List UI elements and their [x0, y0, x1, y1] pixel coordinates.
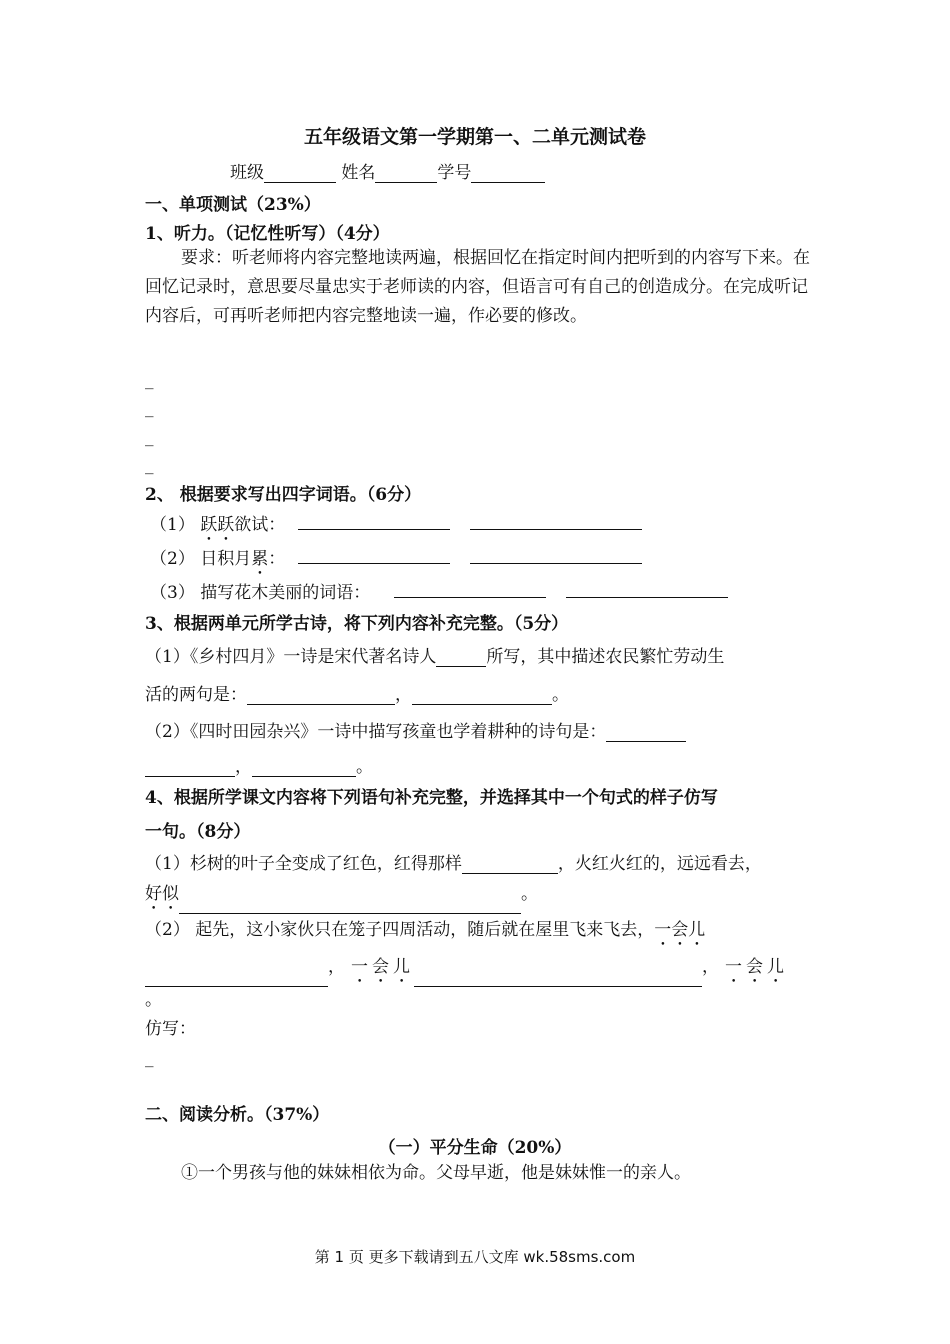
q4-2-text-a: （2） 起先，这小家伙只在笼子四周活动，随后就在屋里飞来飞去， — [145, 920, 655, 940]
q2-item-3-blank-2 — [566, 579, 728, 598]
q2-item-3-blank-1 — [394, 579, 546, 598]
section-2-heading: 二、阅读分析。（37%） — [145, 1105, 330, 1125]
q2-item-3-text: 描写花木美丽的词语： — [200, 583, 371, 603]
q4-1-text-b: ，火红火红的，远远看去， — [557, 854, 762, 874]
q3-1-verse-blank-2 — [412, 686, 552, 705]
id-blank — [471, 164, 545, 183]
q1-requirement: 要求：听老师将内容完整地读两遍，根据回忆在指定时间内把听到的内容写下来。在回忆记录时，意思要尽量忠实于老师读的内容，但语言可有自己的创造成分。在完成听记内容后，可再听老师把内容完整地读一遍，作必要的修改。 — [145, 248, 810, 326]
q2-item-2-blank-2 — [470, 545, 642, 564]
q4-2-yihuier-2: 一会儿 — [351, 957, 414, 977]
class-blank — [264, 164, 336, 183]
reading-1-heading: （一）平分生命（20%） — [378, 1138, 572, 1158]
q3-1-comma: ， — [395, 685, 412, 705]
name-label: 姓名 — [341, 163, 376, 183]
reading-1-paragraph-1: ①一个男孩与他的妹妹相依为命。父母早逝，他是妹妹惟一的亲人。 — [181, 1163, 691, 1183]
q2-item-1-blank-2 — [470, 511, 642, 530]
q3-2-blank-2 — [145, 758, 235, 777]
q3-1-text-a: （1）《乡村四月》一诗是宋代著名诗人 — [145, 647, 437, 667]
q3-1-text-c: 活的两句是： — [145, 685, 247, 705]
q3-2-blank-3 — [252, 758, 356, 777]
q2-item-2-text-a: 日积月 — [200, 549, 252, 569]
q3-2-text: （2）《四时田园杂兴》一诗中描写孩童也学着耕种的诗句是： — [145, 722, 607, 742]
q4-2-comma-2: ， — [702, 957, 719, 977]
q3-2-period: 。 — [356, 757, 373, 777]
q2-item-1-char-b: 跃 — [217, 515, 235, 535]
q2-item-3-num: （3） — [150, 583, 195, 603]
q4-2-line-1 — [145, 915, 705, 950]
q2-item-2-text-b: ： — [268, 549, 286, 569]
q2-item-2-char: 累 — [251, 549, 269, 569]
student-info — [230, 158, 545, 183]
page-title: 五年级语文第一学期第一、二单元测试卷 — [303, 126, 646, 148]
q2-item-1-char-a: 跃 — [200, 515, 218, 535]
answer-line-1: _ — [145, 370, 154, 390]
q2-item-2 — [150, 544, 285, 579]
q4-1-line-2 — [145, 879, 538, 914]
q3-1-line-1 — [145, 642, 724, 667]
q1-heading: 1、听力。（记忆性听写）（4分） — [145, 224, 390, 244]
q3-1-verse-blank-1 — [247, 686, 395, 705]
imitate-answer-line: _ — [145, 1048, 154, 1068]
q4-2-line-2 — [145, 952, 788, 987]
answer-line-4: _ — [145, 455, 154, 475]
q2-item-1-num: （1） — [150, 515, 195, 535]
q3-2-blank-1 — [606, 723, 686, 742]
q2-item-1-blank-1 — [298, 511, 450, 530]
q2-item-1 — [150, 510, 285, 545]
q4-heading-line-2: 一句。（8分） — [145, 822, 251, 842]
name-blank — [375, 164, 437, 183]
section-1-heading: 一、单项测试（23%） — [145, 195, 321, 215]
q2-item-3 — [150, 578, 370, 603]
q3-1-line-2 — [145, 680, 569, 705]
q4-1-blank-1 — [462, 855, 558, 874]
q4-2-yihuier-1: 一会儿 — [654, 920, 706, 940]
q4-1-text-c: 好似 — [145, 884, 179, 904]
q2-heading: 2、 根据要求写出四字词语。（6分） — [145, 485, 422, 505]
q3-1-text-b: 所写，其中描述农民繁忙劳动生 — [486, 647, 725, 667]
q3-2-comma: ， — [235, 757, 252, 777]
q3-1-poet-blank — [436, 648, 486, 667]
q3-2-line-2 — [145, 752, 373, 777]
q4-heading-line-1: 4、根据所学课文内容将下列语句补充完整，并选择其中一个句式的样子仿写 — [145, 788, 718, 808]
id-label: 学号 — [437, 163, 472, 183]
q4-2-period: 。 — [145, 990, 162, 1010]
q3-heading: 3、根据两单元所学古诗，将下列内容补充完整。（5分） — [145, 614, 569, 634]
q4-1-period: 。 — [521, 884, 538, 904]
q2-item-2-blank-1 — [298, 545, 450, 564]
q3-2-line-1 — [145, 717, 686, 742]
q4-2-blank-2 — [414, 968, 702, 987]
q4-1-line-1 — [145, 849, 762, 874]
q2-item-2-num: （2） — [150, 549, 195, 569]
q3-1-period: 。 — [552, 685, 569, 705]
answer-line-3: _ — [145, 427, 154, 447]
page-footer: 第 1 页 更多下载请到五八文库 wk.58sms.com — [314, 1248, 636, 1266]
q2-item-1-text: 欲试： — [234, 515, 286, 535]
q4-2-blank-1 — [145, 968, 328, 987]
answer-line-2: _ — [145, 398, 154, 418]
q4-2-yihuier-3: 一会儿 — [725, 957, 788, 977]
class-label: 班级 — [230, 163, 264, 183]
imitate-label: 仿写： — [145, 1019, 196, 1039]
q4-2-comma-1: ， — [328, 957, 345, 977]
q4-1-text-a: （1）杉树的叶子全变成了红色，红得那样 — [145, 854, 462, 874]
q4-1-blank-2 — [179, 895, 521, 914]
